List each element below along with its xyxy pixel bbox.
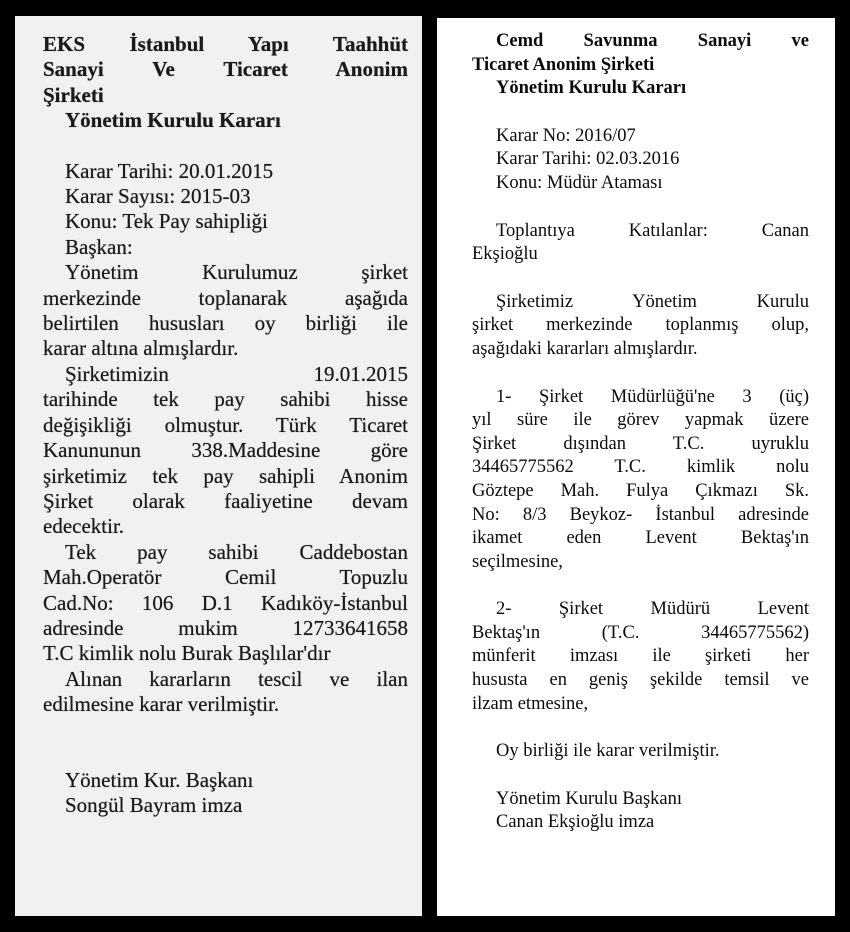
left-p4-line: Alınan kararların tescil ve ilan [65, 666, 408, 691]
left-p3-line: T.C kimlik nolu Burak Başlılar'dır [43, 641, 331, 666]
right-p1-line: şirket merkezinde toplanmış olup, [472, 315, 809, 336]
right-konu: Konu: Müdür Ataması [496, 172, 663, 193]
left-p1-line: merkezinde toplanarak aşağıda [43, 285, 408, 310]
left-paragraph-3 [43, 540, 408, 667]
right-item1-line: ikamet eden Levent Bektaş'ın [472, 528, 809, 549]
left-title-line-3: Şirketi [43, 82, 104, 107]
right-item2-line: hususta en geniş şekilde temsil ve [472, 670, 809, 691]
left-p4-line: edilmesine karar verilmiştir. [43, 692, 280, 717]
left-p3-line: adresinde mukim 12733641658 [43, 615, 408, 640]
left-p2-line: tarihinde tek pay sahibi hisse [43, 387, 408, 412]
right-item1-line: 34465775562 T.C. kimlik nolu [472, 457, 809, 478]
right-item2-line: 2- Şirket Müdürü Levent [496, 599, 809, 620]
right-item1-line: seçilmesine, [472, 551, 563, 572]
left-baskan: Başkan: [65, 234, 133, 259]
left-title-line-2: Sanayi Ve Ticaret Anonim [43, 57, 408, 82]
right-item2-line: ilzam etmesine, [472, 693, 589, 714]
left-p2-line: şirketimiz tek pay sahipli Anonim [43, 463, 408, 488]
right-item1-line: Şirket dışından T.C. uyruklu [472, 433, 809, 454]
right-item2-line: münferit imzası ile şirketi her [472, 646, 809, 667]
left-p2-line: Şirketimizin 19.01.2015 [65, 361, 408, 386]
right-item1-line: 1- Şirket Müdürlüğü'ne 3 (üç) [496, 386, 809, 407]
right-item1-line: Göztepe Mah. Fulya Çıkmazı Sk. [472, 480, 809, 501]
right-karar-no: Karar No: 2016/07 [496, 125, 636, 146]
right-paragraph-1 [472, 291, 809, 362]
left-signature-title: Yönetim Kur. Başkanı [65, 767, 254, 792]
right-oy-birligi: Oy birliği ile karar verilmiştir. [496, 741, 720, 762]
left-subtitle: Yönetim Kurulu Kararı [65, 108, 281, 133]
right-p1-line: aşağıdaki kararları almışlardır. [472, 338, 698, 359]
left-p2-line: Şirket olarak faaliyetine devam [43, 488, 408, 513]
right-subtitle: Yönetim Kurulu Kararı [496, 78, 687, 99]
left-p1-line: karar altına almışlardır. [43, 336, 239, 361]
right-karar-tarihi: Karar Tarihi: 02.03.2016 [496, 149, 680, 170]
right-katilanlar-line: Toplantıya Katılanlar: Canan [496, 220, 809, 241]
left-paragraph-2 [43, 362, 408, 540]
right-katilanlar [472, 220, 809, 267]
right-item-1 [472, 386, 809, 575]
left-p3-line: Tek pay sahibi Caddebostan [65, 539, 408, 564]
left-title-line-1: EKS İstanbul Yapı Taahhüt [43, 32, 408, 56]
left-p3-line: Mah.Operatör Cemil Topuzlu [43, 565, 408, 590]
left-document-panel [15, 16, 422, 916]
left-signature-name: Songül Bayram imza [65, 792, 243, 817]
left-p2-line: Kanununun 338.Maddesine göre [43, 438, 408, 463]
left-p1-line: Yönetim Kurulumuz şirket [65, 260, 408, 285]
right-signature-title: Yönetim Kurulu Başkanı [496, 788, 683, 809]
right-item-2 [472, 598, 809, 716]
left-paragraph-4 [43, 667, 408, 718]
right-katilanlar-line: Ekşioğlu [472, 244, 538, 265]
right-item1-line: No: 8/3 Beykoz- İstanbul adresinde [472, 504, 809, 525]
right-p1-line: Şirketimiz Yönetim Kurulu [496, 291, 809, 312]
left-p2-line: edecektir. [43, 514, 125, 539]
right-item2-line: Bektaş'ın (T.C. 34465775562) [472, 622, 809, 643]
left-paragraph-1 [43, 260, 408, 362]
right-signature-name: Canan Ekşioğlu imza [496, 812, 655, 833]
right-document-panel [437, 18, 835, 916]
left-konu: Konu: Tek Pay sahipliği [65, 209, 268, 234]
left-p3-line: Cad.No: 106 D.1 Kadıköy-İstanbul [43, 590, 408, 615]
left-p2-line: değişikliği olmuştur. Türk Ticaret [43, 412, 408, 437]
left-karar-tarihi: Karar Tarihi: 20.01.2015 [65, 158, 274, 183]
right-title-line-2: Ticaret Anonim Şirketi [472, 54, 655, 75]
right-item1-line: yıl süre ile görev yapmak üzere [472, 410, 809, 431]
left-p1-line: belirtilen hususları oy birliği ile [43, 311, 408, 336]
right-title-line-1: Cemd Savunma Sanayi ve [496, 31, 809, 51]
left-karar-sayisi: Karar Sayısı: 2015-03 [65, 184, 251, 209]
